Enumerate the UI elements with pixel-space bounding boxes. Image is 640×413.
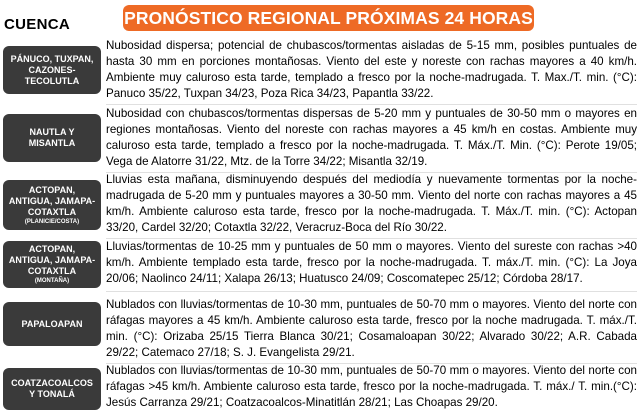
region-label-actopan-montana [3,241,101,288]
region-label-actopan-planicie [3,180,101,230]
region-label-subtitle: (PLANICIE/COSTA) [24,218,80,225]
forecast-text-papaloapan: Nublados con lluvias/tormentas de 10-30 mm, puntuales de 50-70 mm o mayores. Viento del norte con ráfagas mayores a 45 km/h. Ambiente caluroso esta tarde, fresco por la noche madrugada. T. máx./T. min. (°C): Orizaba 25/15 Tierra Blanca 30/21; Cosamaloapan 30/22; Alvarado 30/22; A.R. Cabada 29/22; Catemaco 27/18; S. J. Evangelista 29/21. [106,298,637,359]
region-label-line: ACTOPAN, [28,244,76,254]
forecast-text-actopan-planicie: Lluvias esta mañana, disminuyendo después del mediodía y nuevamente tormentas por la noche-madrugada de 5-20 mm y puntuales mayores a 30-50 mm. Viento del norte con rachas mayores a 45 km/h. Ambiente caluroso esta tarde, fresco por la noche-madrugada. T. Máx./T. min. (°C): Actopan 33/20, Cardel 32/20; Cotaxtla 32/22, Veracruz-Boca del Río 30/22. [106,173,637,234]
header [0,2,640,32]
region-label-coatzacoalcos [3,368,101,410]
region-label-line: COTAXTLA [27,206,77,217]
region-label-line: MISANTLA [28,138,76,148]
region-label-line: PAPALOAPAN [21,318,83,329]
region-label-line: ACTOPAN, [28,184,76,195]
row-divider [106,291,637,292]
region-label-line: ANTIGUA, JAMAPA- [8,255,96,265]
region-label-line: TECOLUTLA [24,75,80,86]
region-label-nautla [3,114,101,162]
forecast-title-banner: PRONÓSTICO REGIONAL PRÓXIMAS 24 HORAS [123,5,534,31]
forecast-text-coatzacoalcos: Nublados con lluvias/tormentas de 10-30 mm, puntuales de 50-70 mm o mayores. Viento del norte con ráfagas >45 km/h. Ambiente caluroso esta tarde, fresco por la noche-madrugada. T. máx./ T. min.(°C): Jesús Carranza 29/21; Coatzacoalcos-Minatitlán 28/21; Las Choapas 29/20. [106,364,637,409]
forecast-text-actopan-montana: Lluvias/tormentas de 10-25 mm y puntuales de 50 mm o mayores. Viento del sureste con rachas >40 km/h. Ambiente templado esta tarde, fresco por la noche-madrugada. T. máx./T. min. (°C): La Joya 20/06; Naolinco 24/11; Xalapa 26/13; Huatusco 24/09; Coscomatepec 25/12; Córdoba 28/17. [106,240,637,285]
region-label-line: CAZONES- [28,64,76,75]
region-label-line: ANTIGUA, JAMAPA- [8,195,96,206]
region-label-line: Y TONALÁ [29,389,75,399]
region-column-title: CUENCA [4,16,70,33]
forecast-text-panuco: Nubosidad dispersa; potencial de chubascos/tormentas aisladas de 5-15 mm, posibles puntuales de hasta 30 mm en porciones montañosas. Viento del este y noreste con rachas mayores a 40 km/h. Ambiente muy caluroso esta tarde, templado a fresco por la noche-madrugada. T. Max./T. min. (°C): Panuco 35/22, Tuxpan 34/23, Poza Rica 34/23, Papantla 33/22. [106,39,637,100]
region-label-line: COTAXTLA [27,266,77,276]
row-divider [106,104,637,105]
region-label-line: PÁNUCO, TUXPAN, [10,53,94,64]
region-label-papaloapan [3,302,101,346]
forecast-text-nautla: Nubosidad con chubascos/tormentas dispersas de 5-20 mm y puntuales de 30-50 mm o mayores en regiones montañosas. Viento del noreste con rachas mayores a 45 km/h en costas. Ambiente muy caluroso esta tarde, templado a fresco por la noche-madrugada. T. Máx./T. Min. (°C): Perote 19/05; Vega de Alatorre 31/22, Mtz. de la Torre 34/22; Misantla 32/19. [106,107,637,168]
region-label-subtitle: (MONTAÑA) [34,278,70,284]
region-label-line: NAUTLA Y [29,127,75,137]
region-label-panuco [3,46,101,94]
region-label-line: COATZACOALCOS [11,378,93,388]
